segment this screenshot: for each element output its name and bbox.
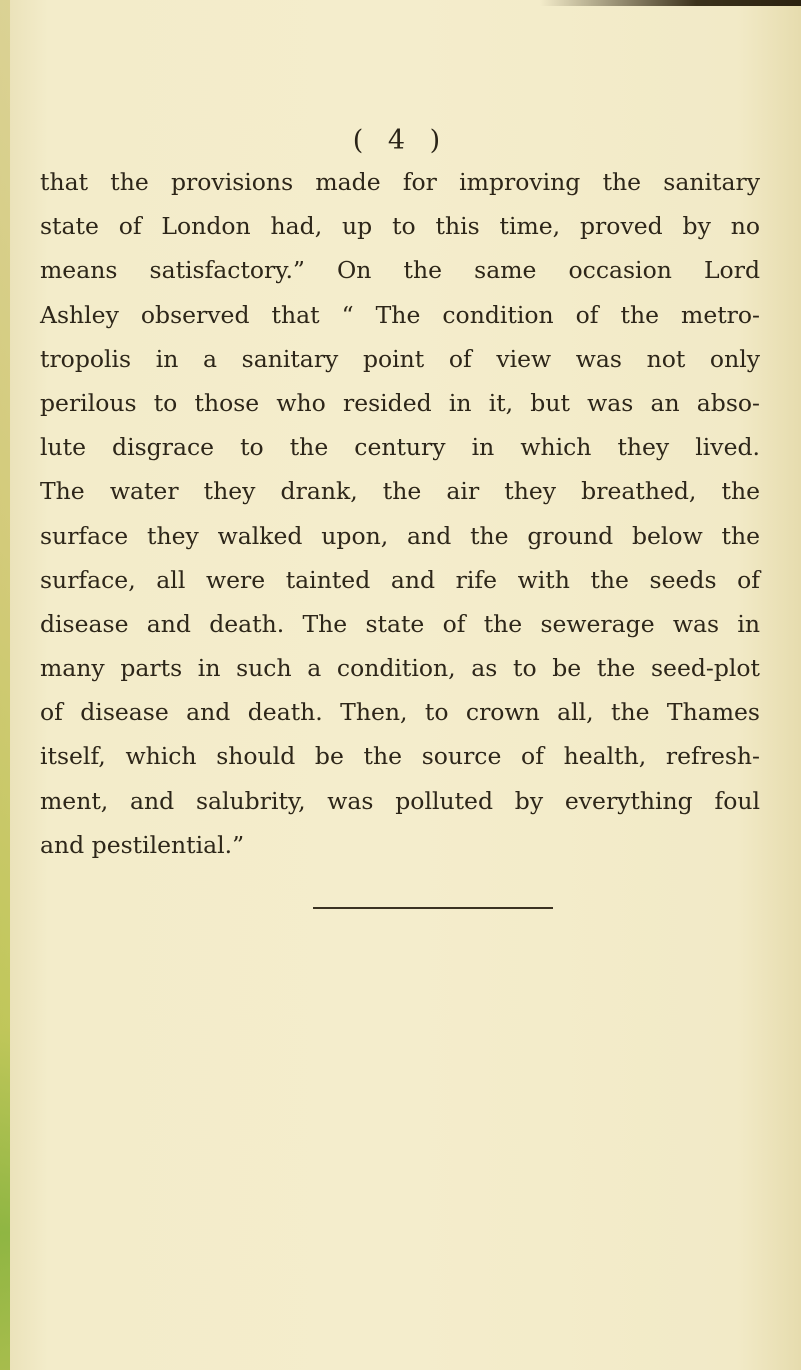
page-edge-discoloration <box>0 0 10 1370</box>
text-line: ment, and salubrity, was polluted by everything foul <box>40 786 760 815</box>
text-line: tropolis in a sanitary point of view was not only <box>40 344 760 373</box>
text-line: that the provisions made for improving the sanitary <box>40 168 760 196</box>
text-line: itself, which should be the source of health, refresh- <box>40 742 760 771</box>
text-line: state of London had, up to this time, proved by no <box>40 212 760 241</box>
section-divider-rule <box>313 907 553 909</box>
text-line: means satisfactory.” On the same occasion Lord <box>40 256 760 285</box>
page-number: ( 4 ) <box>352 125 449 156</box>
text-line: Ashley observed that “ The condition of the metro- <box>40 300 760 329</box>
text-line: disease and death. The state of the sewerage was in <box>40 609 760 638</box>
text-line: surface they walked upon, and the ground below the <box>40 521 760 550</box>
text-line: of disease and death. Then, to crown all, the Thames <box>40 698 760 727</box>
scan-shadow <box>540 0 801 6</box>
text-line: and pestilential.” <box>40 830 245 859</box>
text-line: perilous to those who resided in it, but was an abso- <box>40 388 760 417</box>
text-line: surface, all were tainted and rife with the seeds of <box>40 565 760 594</box>
text-line: The water they drank, the air they breathed, the <box>40 477 760 506</box>
body-text <box>40 160 760 867</box>
text-line: lute disgrace to the century in which they lived. <box>40 433 760 462</box>
text-line: many parts in such a condition, as to be the seed-plot <box>40 654 760 683</box>
